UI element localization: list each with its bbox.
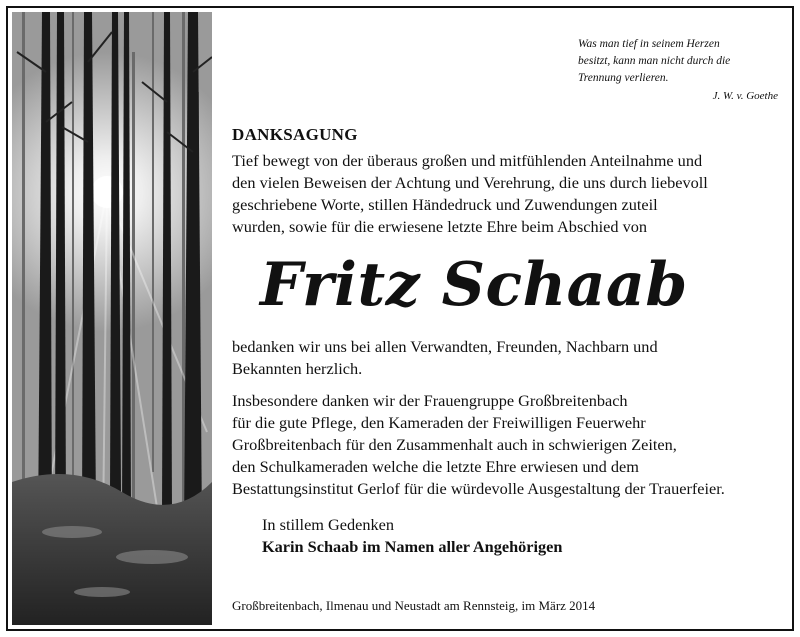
- text-line: bedanken wir uns bei allen Verwandten, Freunden, Nachbarn und: [232, 337, 658, 356]
- obituary-notice: [6, 6, 794, 631]
- text-line: Tief bewegt von der überaus großen und mitfühlenden Anteilnahme und: [232, 151, 703, 170]
- closing-line: In stillem Gedenken: [262, 515, 395, 534]
- text-line: den Schulkameraden welche die letzte Ehre erwiesen und dem: [232, 457, 639, 476]
- place-date-footer: Großbreitenbach, Ilmenau und Neustadt am Rennsteig, im März 2014: [232, 598, 596, 613]
- text-line: Großbreitenbach für den Zusammenhalt auch in schwierigen Zeiten,: [232, 435, 677, 454]
- text-line: geschriebene Worte, stillen Händedruck und Zuwendungen zuteil: [232, 195, 658, 214]
- deceased-name: Fritz Schaab: [260, 250, 688, 320]
- notice-heading: DANKSAGUNG: [232, 125, 358, 144]
- text-line: wurden, sowie für die erwiesene letzte Ehre beim Abschied von: [232, 217, 648, 236]
- forest-photo: [12, 12, 212, 625]
- special-thanks-paragraph: [232, 390, 782, 500]
- text-line: Insbesondere danken wir der Frauengruppe Großbreitenbach: [232, 391, 628, 410]
- text-line: den vielen Beweisen der Achtung und Verehrung, die uns durch liebevoll: [232, 173, 708, 192]
- text-line: Bekannten herzlich.: [232, 359, 363, 378]
- quote-line: Trennung verlieren.: [578, 72, 669, 84]
- signature-line: Karin Schaab im Namen aller Angehörigen: [262, 537, 563, 556]
- quote-line: Was man tief in seinem Herzen: [578, 38, 720, 50]
- text-line: für die gute Pflege, den Kameraden der Freiwilligen Feuerwehr: [232, 413, 646, 432]
- notice-content: [232, 124, 782, 558]
- text-line: Bestattungsinstitut Gerlof für die würdevolle Ausgestaltung der Trauerfeier.: [232, 479, 725, 498]
- intro-paragraph: [232, 150, 782, 238]
- quote-author: J. W. v. Goethe: [712, 90, 778, 102]
- quote-line: besitzt, kann man nicht durch die: [578, 55, 731, 67]
- thanks-paragraph: [232, 336, 782, 380]
- goethe-quote: [578, 36, 778, 105]
- signature-block: [262, 514, 782, 558]
